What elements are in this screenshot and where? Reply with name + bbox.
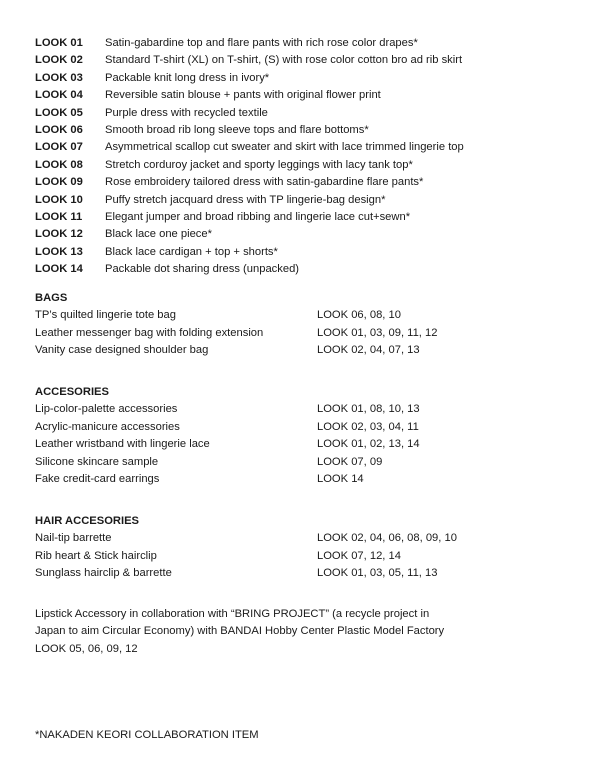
look-row bbox=[35, 35, 464, 52]
look-code: LOOK 06 bbox=[35, 123, 83, 136]
look-description: Stretch corduroy jacket and sporty leggings with lacy tank top* bbox=[105, 158, 413, 171]
look-description: Packable dot sharing dress (unpacked) bbox=[105, 263, 300, 276]
item-name: Sunglass hairclip & barrette bbox=[35, 567, 172, 580]
item-row bbox=[35, 454, 575, 471]
item-looks: LOOK 07, 09 bbox=[317, 455, 383, 468]
item-row bbox=[35, 419, 575, 436]
item-looks: LOOK 02, 04, 07, 13 bbox=[317, 344, 420, 357]
item-row bbox=[35, 325, 575, 342]
look-description: Purple dress with recycled textile bbox=[105, 106, 268, 119]
item-row bbox=[35, 471, 575, 488]
look-description: Satin-gabardine top and flare pants with rich rose color drapes* bbox=[105, 37, 418, 49]
look-row bbox=[35, 122, 464, 139]
section-title: ACCESORIES bbox=[35, 386, 109, 398]
item-row bbox=[35, 436, 575, 453]
item-looks: LOOK 01, 08, 10, 13 bbox=[317, 403, 420, 416]
look-description: Black lace cardigan + top + shorts* bbox=[105, 245, 278, 258]
look-row bbox=[35, 139, 464, 156]
look-code: LOOK 02 bbox=[35, 54, 83, 67]
item-name: Leather messenger bag with folding extension bbox=[35, 326, 264, 339]
look-row bbox=[35, 105, 464, 122]
looks-list bbox=[35, 35, 464, 278]
lipstick-line: Japan to aim Circular Economy) with BANDAI Hobby Center Plastic Model Factory bbox=[35, 625, 445, 638]
look-description: Elegant jumper and broad ribbing and lingerie lace cut+sewn* bbox=[105, 210, 411, 223]
item-looks: LOOK 14 bbox=[317, 472, 364, 485]
item-row bbox=[35, 307, 575, 324]
look-row bbox=[35, 157, 464, 174]
look-row bbox=[35, 52, 464, 69]
item-name: Silicone skincare sample bbox=[35, 455, 159, 468]
item-name: Lip-color-palette accessories bbox=[35, 403, 178, 416]
look-code: LOOK 01 bbox=[35, 37, 83, 49]
look-description: Packable knit long dress in ivory* bbox=[105, 71, 270, 84]
item-name: Rib heart & Stick hairclip bbox=[35, 549, 157, 562]
footnote: *NAKADEN KEORI COLLABORATION ITEM bbox=[35, 729, 259, 741]
section-title: HAIR ACCESORIES bbox=[35, 515, 140, 527]
look-row bbox=[35, 192, 464, 209]
item-looks: LOOK 01, 03, 09, 11, 12 bbox=[317, 326, 438, 339]
look-row bbox=[35, 226, 464, 243]
item-looks: LOOK 07, 12, 14 bbox=[317, 549, 401, 562]
item-row bbox=[35, 548, 575, 565]
item-looks: LOOK 01, 02, 13, 14 bbox=[317, 438, 420, 451]
bags-section bbox=[35, 290, 575, 360]
look-code: LOOK 04 bbox=[35, 89, 83, 102]
accessories-section bbox=[35, 384, 575, 488]
item-name: Fake credit-card earrings bbox=[35, 472, 160, 485]
look-description: Reversible satin blouse + pants with original flower print bbox=[105, 89, 381, 102]
lipstick-line: Lipstick Accessory in collaboration with “BRING PROJECT” (a recycle project in bbox=[35, 608, 430, 620]
look-code: LOOK 05 bbox=[35, 106, 83, 119]
look-description: Standard T-shirt (XL) on T-shirt, (S) with rose color cotton bro ad rib skirt bbox=[105, 54, 463, 67]
look-code: LOOK 11 bbox=[35, 210, 83, 223]
look-row bbox=[35, 261, 464, 278]
look-row bbox=[35, 87, 464, 104]
look-row bbox=[35, 209, 464, 226]
look-description: Rose embroidery tailored dress with satin-gabardine flare pants* bbox=[105, 176, 424, 189]
item-row bbox=[35, 401, 575, 418]
item-row bbox=[35, 565, 575, 582]
look-code: LOOK 12 bbox=[35, 228, 83, 241]
look-row bbox=[35, 244, 464, 261]
lipstick-looks: LOOK 05, 06, 09, 12 bbox=[35, 642, 138, 655]
hair-accessories-section bbox=[35, 513, 575, 583]
look-code: LOOK 14 bbox=[35, 263, 83, 276]
look-code: LOOK 09 bbox=[35, 176, 83, 189]
look-description: Asymmetrical scallop cut sweater and skirt with lace trimmed lingerie top bbox=[105, 141, 464, 154]
item-looks: LOOK 01, 03, 05, 11, 13 bbox=[317, 567, 438, 580]
look-code: LOOK 03 bbox=[35, 71, 83, 84]
item-row bbox=[35, 342, 575, 359]
look-code: LOOK 10 bbox=[35, 193, 83, 206]
look-row bbox=[35, 174, 464, 191]
look-code: LOOK 08 bbox=[35, 158, 83, 171]
item-name: Vanity case designed shoulder bag bbox=[35, 344, 209, 357]
item-looks: LOOK 06, 08, 10 bbox=[317, 309, 401, 322]
look-row bbox=[35, 70, 464, 87]
section-title: BAGS bbox=[35, 292, 68, 304]
item-name: Acrylic-manicure accessories bbox=[35, 420, 180, 433]
item-looks: LOOK 02, 03, 04, 11 bbox=[317, 420, 419, 433]
item-looks: LOOK 02, 04, 06, 08, 09, 10 bbox=[317, 532, 457, 545]
look-description: Puffy stretch jacquard dress with TP lingerie-bag design* bbox=[105, 193, 386, 206]
item-name: TP’s quilted lingerie tote bag bbox=[35, 309, 176, 322]
item-name: Leather wristband with lingerie lace bbox=[35, 438, 210, 451]
look-description: Smooth broad rib long sleeve tops and flare bottoms* bbox=[105, 123, 369, 136]
item-row bbox=[35, 530, 575, 547]
look-description: Black lace one piece* bbox=[105, 228, 212, 241]
look-code: LOOK 07 bbox=[35, 141, 83, 154]
item-name: Nail-tip barrette bbox=[35, 532, 112, 545]
lipstick-collaboration-note bbox=[35, 606, 575, 658]
look-code: LOOK 13 bbox=[35, 245, 83, 258]
